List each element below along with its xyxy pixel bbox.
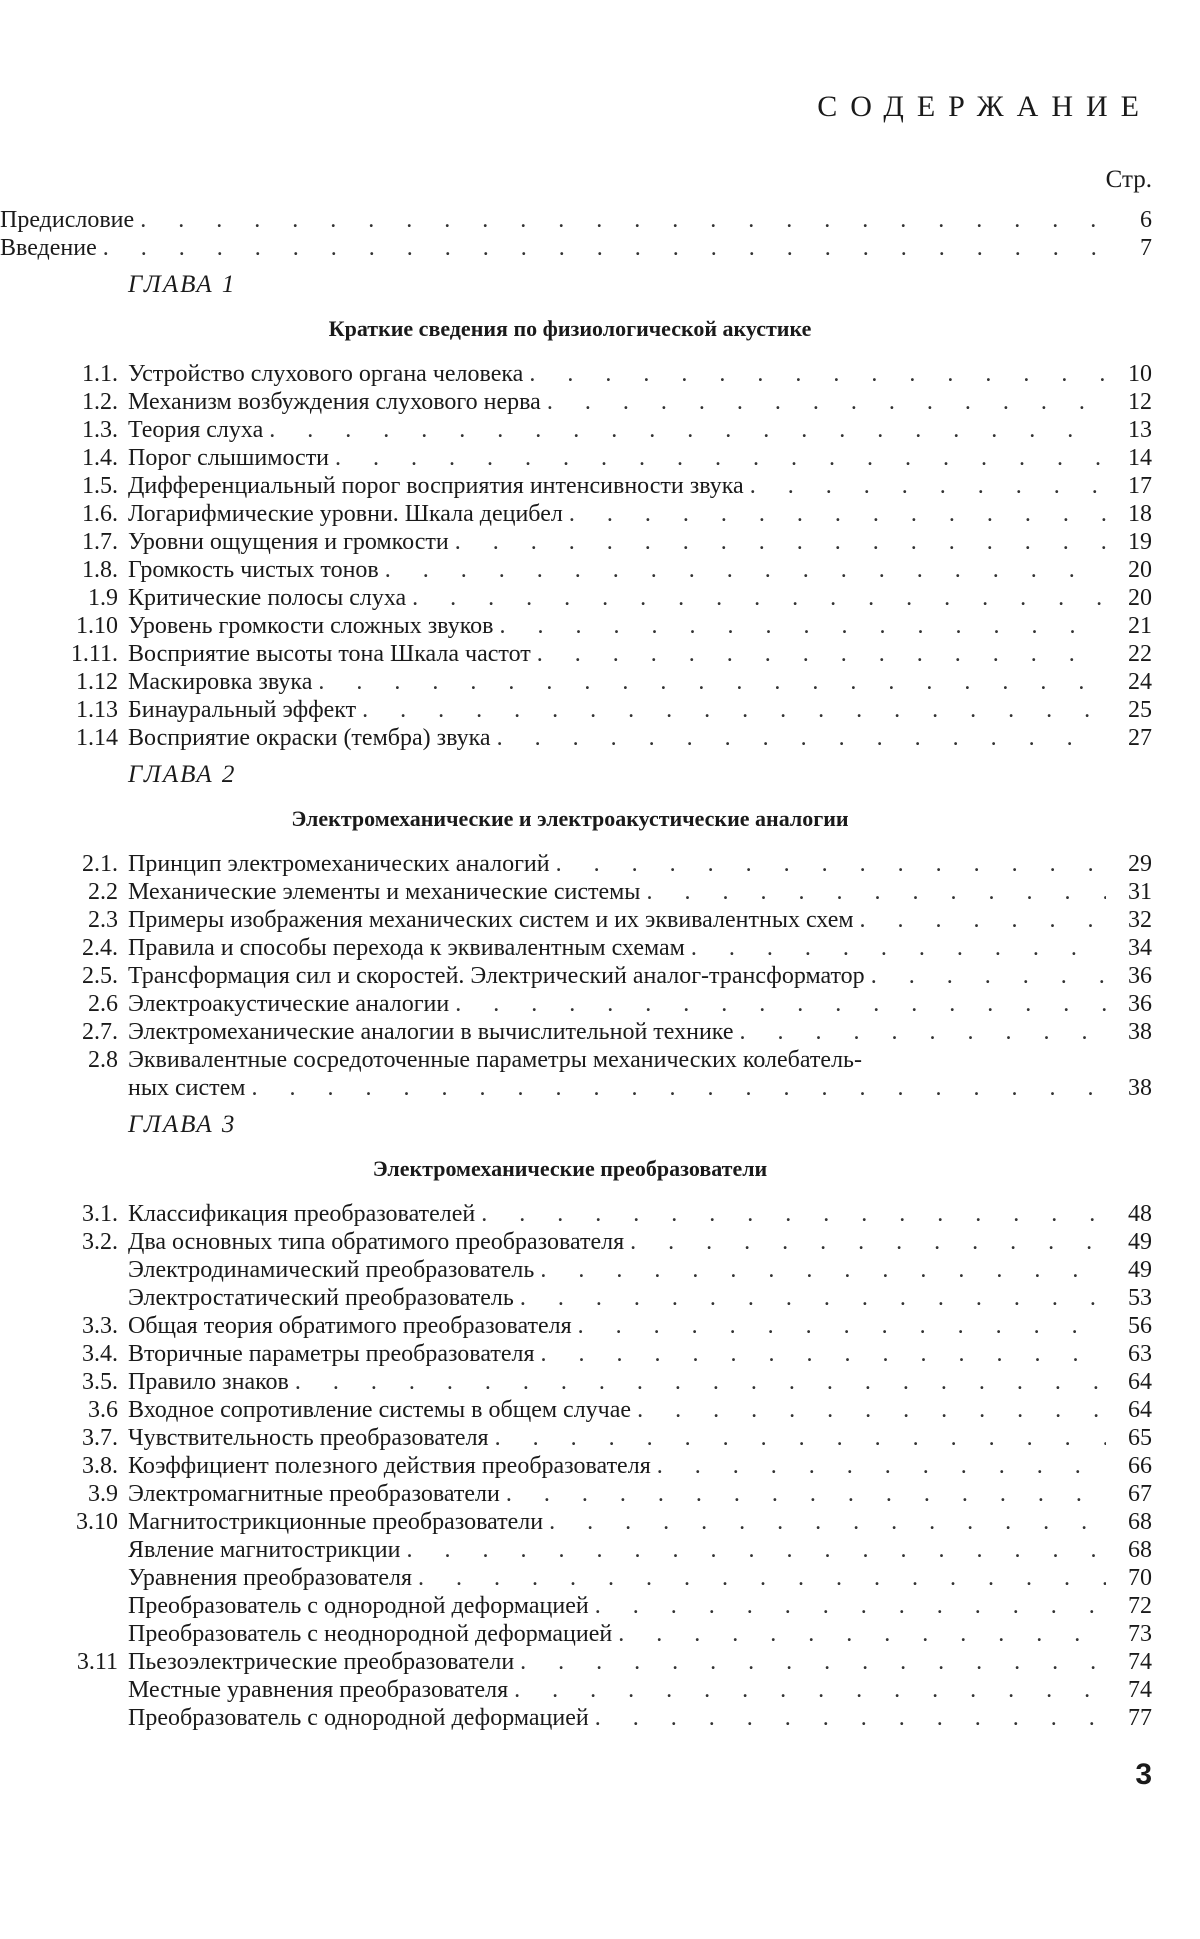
dot-leader [860, 906, 1106, 934]
entry-number: 3.2. [82, 1229, 118, 1255]
entry-page: 65 [1128, 1425, 1152, 1451]
entry-page: 20 [1128, 585, 1152, 611]
page-number: 3 [1135, 1758, 1152, 1791]
entry-page: 25 [1128, 697, 1152, 723]
entry-page: 32 [1128, 907, 1152, 933]
entry-number: 1.4. [82, 445, 118, 471]
entry-title: Преобразователь с однородной деформацией [128, 1593, 589, 1619]
entry-title: Маскировка звука [128, 669, 313, 695]
entry-title: Предисловие [0, 207, 135, 233]
entry-number: 1.12 [76, 669, 118, 695]
entry-title: Правила и способы перехода к эквивалентным схемам [128, 935, 685, 961]
dot-leader [646, 878, 1106, 906]
chapter-title: Электромеханические и электроакустические аналогии [291, 806, 849, 831]
dot-leader [418, 1564, 1106, 1592]
toc-entry[interactable] [56, 962, 1152, 990]
entry-title: Громкость чистых тонов [128, 557, 379, 583]
toc-entry[interactable] [56, 934, 1152, 962]
toc-entry[interactable] [56, 1648, 1152, 1676]
entry-page: 56 [1128, 1313, 1152, 1339]
entry-title: Механизм возбуждения слухового нерва [128, 389, 541, 415]
entry-page: 64 [1128, 1369, 1152, 1395]
toc-entry[interactable] [56, 906, 1152, 934]
entry-number: 2.8 [88, 1047, 118, 1073]
entry-number: 2.4. [82, 935, 118, 961]
dot-leader [295, 1368, 1106, 1396]
dot-leader [740, 1018, 1106, 1046]
entry-number: 3.10 [76, 1509, 118, 1535]
entry-number: 2.6 [88, 991, 118, 1017]
toc-entry[interactable] [56, 1200, 1152, 1228]
entry-page: 74 [1128, 1677, 1152, 1703]
entry-title: Коэффициент полезного действия преобразователя [128, 1453, 651, 1479]
entry-number: 2.3 [88, 907, 118, 933]
entry-title: Электромагнитные преобразователи [128, 1481, 500, 1507]
entry-page: 36 [1128, 991, 1152, 1017]
dot-leader [455, 528, 1106, 556]
entry-page: 48 [1128, 1201, 1152, 1227]
entry-page: 20 [1128, 557, 1152, 583]
toc-entry[interactable] [56, 1368, 1152, 1396]
entry-title: Вторичные параметры преобразователя [128, 1341, 535, 1367]
entry-number: 1.14 [76, 725, 118, 751]
entry-title: Уровни ощущения и громкости [128, 529, 449, 555]
entry-page: 38 [1128, 1019, 1152, 1045]
dot-leader [499, 612, 1106, 640]
entry-title: Уравнения преобразователя [128, 1565, 412, 1591]
entry-title: Общая теория обратимого преобразователя [128, 1313, 572, 1339]
dot-leader [537, 640, 1106, 668]
entry-title: Явление магнитострикции [128, 1537, 401, 1563]
dot-leader [506, 1480, 1106, 1508]
entry-title: Трансформация сил и скоростей. Электрический аналог-трансформатор [128, 963, 865, 989]
entry-title-continuation: ных систем [128, 1075, 246, 1101]
entry-title: Восприятие высоты тона Шкала частот [128, 641, 531, 667]
page-title: СОДЕРЖАНИЕ [817, 90, 1152, 123]
entry-page: 17 [1128, 473, 1152, 499]
entry-title: Критические полосы слуха [128, 585, 407, 611]
entry-title: Электромеханические аналогии в вычислительной технике [128, 1019, 734, 1045]
entry-number: 2.5. [82, 963, 118, 989]
entry-number: 2.2 [88, 879, 118, 905]
dot-leader [103, 234, 1106, 262]
entry-title: Преобразователь с неоднородной деформацией [128, 1621, 613, 1647]
entry-title: Чувствительность преобразователя [128, 1425, 489, 1451]
entry-page: 68 [1128, 1509, 1152, 1535]
page-column-label: Стр. [1105, 166, 1152, 193]
toc-entry[interactable] [56, 584, 1152, 612]
dot-leader [556, 850, 1106, 878]
dot-leader [630, 1228, 1106, 1256]
entry-page: 63 [1128, 1341, 1152, 1367]
toc-entry[interactable] [56, 850, 1152, 878]
entry-title: Магнитострикционные преобразователи [128, 1509, 544, 1535]
toc-entry[interactable] [56, 500, 1152, 528]
chapter-label: ГЛАВА 2 [128, 761, 237, 788]
entry-page: 36 [1128, 963, 1152, 989]
toc-entry[interactable] [56, 724, 1152, 752]
toc-entry[interactable] [56, 612, 1152, 640]
dot-leader [495, 1424, 1106, 1452]
toc-entry[interactable] [56, 878, 1152, 906]
dot-leader [529, 360, 1106, 388]
toc-entry[interactable] [56, 668, 1152, 696]
entry-page: 49 [1128, 1229, 1152, 1255]
entry-page: 66 [1128, 1453, 1152, 1479]
dot-leader [520, 1648, 1106, 1676]
dot-leader [455, 990, 1106, 1018]
toc-entry-front[interactable] [0, 234, 1152, 262]
entry-number: 1.1. [82, 361, 118, 387]
dot-leader [569, 500, 1106, 528]
entry-title: Электродинамический преобразователь [128, 1257, 535, 1283]
dot-leader [318, 668, 1106, 696]
toc-entry[interactable] [56, 1018, 1152, 1046]
dot-leader [595, 1592, 1106, 1620]
dot-leader [251, 1074, 1106, 1102]
toc-entry[interactable] [56, 1480, 1152, 1508]
toc-entry[interactable] [56, 990, 1152, 1018]
dot-leader [547, 388, 1106, 416]
entry-title: Эквивалентные сосредоточенные параметры механических колебатель- [128, 1047, 862, 1073]
chapter-title: Электромеханические преобразователи [372, 1156, 768, 1181]
entry-number: 1.3. [82, 417, 118, 443]
entry-page: 70 [1128, 1565, 1152, 1591]
entry-page: 68 [1128, 1537, 1152, 1563]
entry-title: Правило знаков [128, 1369, 289, 1395]
entry-page: 29 [1128, 851, 1152, 877]
entry-page: 22 [1128, 641, 1152, 667]
entry-title: Примеры изображения механических систем и их эквивалентных схем [128, 907, 854, 933]
dot-leader [637, 1396, 1106, 1424]
entry-number: 3.4. [82, 1341, 118, 1367]
toc-entry[interactable] [56, 1452, 1152, 1480]
entry-number: 3.6 [88, 1397, 118, 1423]
entry-title: Введение [0, 235, 97, 261]
entry-title: Пьезоэлектрические преобразователи [128, 1649, 515, 1675]
entry-page: 64 [1128, 1397, 1152, 1423]
entry-number: 3.3. [82, 1313, 118, 1339]
toc-subentry[interactable] [56, 1256, 1152, 1284]
dot-leader [385, 556, 1106, 584]
entry-page: 34 [1128, 935, 1152, 961]
entry-title: Механические элементы и механические системы [128, 879, 641, 905]
entry-number: 3.5. [82, 1369, 118, 1395]
entry-page: 67 [1128, 1481, 1152, 1507]
dot-leader [520, 1284, 1106, 1312]
entry-title: Дифференциальный порог восприятия интенсивности звука [128, 473, 744, 499]
dot-leader [335, 444, 1106, 472]
toc-entry[interactable] [56, 388, 1152, 416]
entry-number: 3.11 [76, 1649, 118, 1675]
toc-entry[interactable] [56, 696, 1152, 724]
toc-entry[interactable] [56, 1424, 1152, 1452]
entry-number: 3.9 [88, 1481, 118, 1507]
toc-entry[interactable] [56, 1046, 1152, 1074]
toc-subentry[interactable] [56, 1620, 1152, 1648]
entry-page: 27 [1128, 725, 1152, 751]
entry-title: Преобразователь с однородной деформацией [128, 1705, 589, 1731]
entry-number: 3.7. [82, 1425, 118, 1451]
toc-entry[interactable] [56, 1312, 1152, 1340]
entry-number: 3.8. [82, 1453, 118, 1479]
toc-subentry[interactable] [56, 1284, 1152, 1312]
dot-leader [549, 1508, 1106, 1536]
entry-title: Логарифмические уровни. Шкала децибел [128, 501, 563, 527]
dot-leader [871, 962, 1106, 990]
entry-page: 12 [1128, 389, 1152, 415]
toc-subentry[interactable] [56, 1536, 1152, 1564]
toc-entry[interactable] [56, 472, 1152, 500]
dot-leader [578, 1312, 1106, 1340]
toc-entry[interactable] [56, 416, 1152, 444]
dot-leader [541, 1340, 1106, 1368]
entry-title: Уровень громкости сложных звуков [128, 613, 494, 639]
dot-leader [269, 416, 1106, 444]
entry-page: 38 [1128, 1075, 1152, 1101]
toc-entry-front[interactable] [0, 206, 1152, 234]
entry-page: 24 [1128, 669, 1152, 695]
entry-title: Восприятие окраски (тембра) звука [128, 725, 491, 751]
entry-title: Устройство слухового органа человека [128, 361, 524, 387]
toc-subentry[interactable] [56, 1704, 1152, 1732]
toc-entry[interactable] [56, 1396, 1152, 1424]
entry-title: Два основных типа обратимого преобразователя [128, 1229, 625, 1255]
entry-page: 14 [1128, 445, 1152, 471]
dot-leader [540, 1256, 1106, 1284]
entry-title: Электроакустические аналогии [128, 991, 450, 1017]
dot-leader [481, 1200, 1106, 1228]
entry-number: 1.7. [82, 529, 118, 555]
entry-page: 10 [1128, 361, 1152, 387]
entry-page: 19 [1128, 529, 1152, 555]
toc-entry[interactable] [56, 528, 1152, 556]
entry-number: 1.2. [82, 389, 118, 415]
dot-leader [362, 696, 1106, 724]
toc-subentry[interactable] [56, 1676, 1152, 1704]
entry-page: 77 [1128, 1705, 1152, 1731]
dot-leader [595, 1704, 1106, 1732]
toc-entry[interactable] [56, 360, 1152, 388]
entry-title: Принцип электромеханических аналогий [128, 851, 550, 877]
entry-page: 6 [1140, 207, 1152, 233]
dot-leader [618, 1620, 1106, 1648]
entry-number: 1.11. [70, 641, 118, 667]
entry-title: Классификация преобразователей [128, 1201, 476, 1227]
entry-page: 21 [1128, 613, 1152, 639]
chapter-label: ГЛАВА 3 [128, 1111, 237, 1138]
toc-subentry[interactable] [56, 1564, 1152, 1592]
entry-number: 1.10 [76, 613, 118, 639]
entry-title: Электростатический преобразователь [128, 1285, 514, 1311]
entry-title: Местные уравнения преобразователя [128, 1677, 509, 1703]
entry-page: 53 [1128, 1285, 1152, 1311]
table-of-contents [0, 206, 1152, 1732]
entry-title: Теория слуха [128, 417, 264, 443]
dot-leader [140, 206, 1106, 234]
toc-entry-continuation[interactable] [56, 1074, 1152, 1102]
entry-page: 73 [1128, 1621, 1152, 1647]
entry-page: 13 [1128, 417, 1152, 443]
entry-number: 1.13 [76, 697, 118, 723]
entry-number: 1.9 [88, 585, 118, 611]
toc-entry[interactable] [56, 1228, 1152, 1256]
toc-entry[interactable] [56, 640, 1152, 668]
entry-page: 31 [1128, 879, 1152, 905]
entry-title: Входное сопротивление системы в общем случае [128, 1397, 632, 1423]
dot-leader [657, 1452, 1106, 1480]
entry-page: 74 [1128, 1649, 1152, 1675]
entry-number: 2.7. [82, 1019, 118, 1045]
dot-leader [497, 724, 1106, 752]
entry-page: 49 [1128, 1257, 1152, 1283]
dot-leader [406, 1536, 1106, 1564]
entry-page: 7 [1140, 235, 1152, 261]
entry-number: 3.1. [82, 1201, 118, 1227]
entry-number: 2.1. [82, 851, 118, 877]
dot-leader [691, 934, 1106, 962]
entry-number: 1.5. [82, 473, 118, 499]
dot-leader [412, 584, 1106, 612]
toc-entry[interactable] [56, 444, 1152, 472]
dot-leader [514, 1676, 1106, 1704]
toc-entry[interactable] [56, 1508, 1152, 1536]
entry-number: 1.6. [82, 501, 118, 527]
entry-number: 1.8. [82, 557, 118, 583]
toc-entry[interactable] [56, 556, 1152, 584]
entry-page: 18 [1128, 501, 1152, 527]
toc-subentry[interactable] [56, 1592, 1152, 1620]
entry-page: 72 [1128, 1593, 1152, 1619]
chapter-label: ГЛАВА 1 [128, 271, 237, 298]
entry-title: Порог слышимости [128, 445, 330, 471]
dot-leader [750, 472, 1106, 500]
toc-entry[interactable] [56, 1340, 1152, 1368]
chapter-title: Краткие сведения по физиологической акустике [328, 316, 812, 341]
entry-title: Бинауральный эффект [128, 697, 357, 723]
